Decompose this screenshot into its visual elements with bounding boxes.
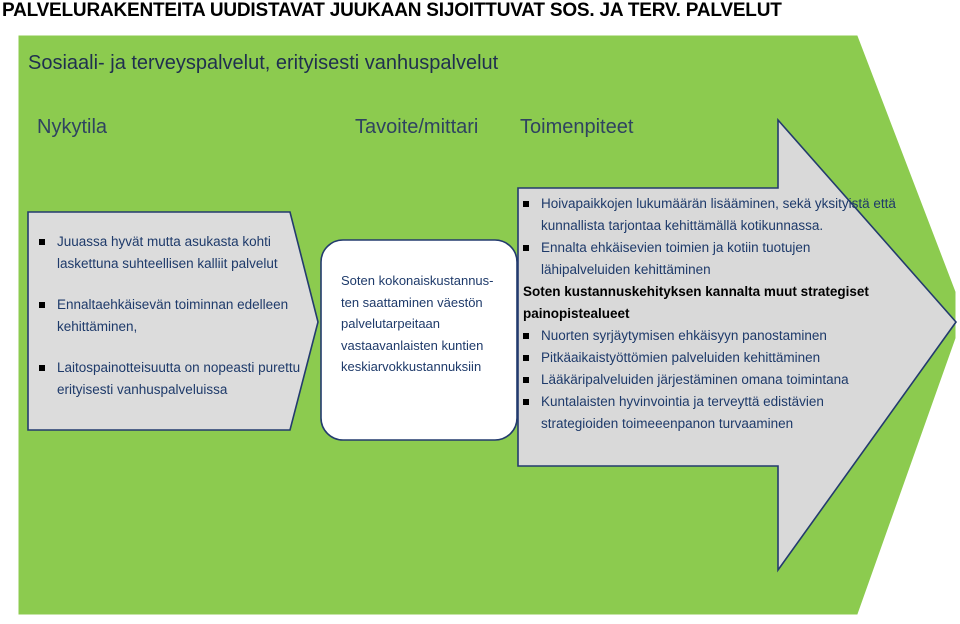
page-subtitle: Sosiaali- ja terveyspalvelut, erityisesti vanhuspalvelut [28,52,499,74]
list-item: Ennaltaehkäisevän toiminnan edelleen kehittäminen, [37,294,307,337]
list-item: Pitkäaikaistyöttömien palveluiden kehittäminen [521,347,901,369]
column-header-current: Nykytila [37,116,108,138]
column-header-target: Tavoite/mittari [355,116,479,138]
actions-list [521,193,901,435]
actions-heading: Soten kustannuskehityksen kannalta muut strategiset painopistealueet [523,284,869,321]
list-item: Hoivapaikkojen lukumäärän lisääminen, sekä yksityistä että kunnallista tarjontaa kehittämällä kotikunnassa. [521,193,901,237]
list-item: Ennalta ehkäisevien toimien ja kotiin tuotujen lähipalveluiden kehittäminen [521,237,901,281]
list-item: Nuorten syrjäytymisen ehkäisyyn panostaminen [521,325,901,347]
column-header-actions: Toimenpiteet [520,116,634,138]
list-item: Kuntalaisten hyvinvointia ja terveyttä edistävien strategioiden toimeeenpanon turvaaminen [521,391,901,435]
list-item: Juuassa hyvät mutta asukasta kohti laskettuna suhteellisen kalliit palvelut [37,231,307,274]
target-text: Soten kokonaiskustannus-ten saattaminen väestön palvelutarpeitaan vastaavanlaisten kuntien keskiarvokkustannuksiin [341,273,494,374]
current-state-list [37,231,307,420]
list-item: Laitospainotteisuutta on nopeasti purettu erityisesti vanhuspalveluissa [37,357,307,400]
page-title: PALVELURAKENTEITA UUDISTAVAT JUUKAAN SIJOITTUVAT SOS. JA TERV. PALVELUT [2,0,782,21]
list-item: Lääkäripalveluiden järjestäminen omana toimintana [521,369,901,391]
